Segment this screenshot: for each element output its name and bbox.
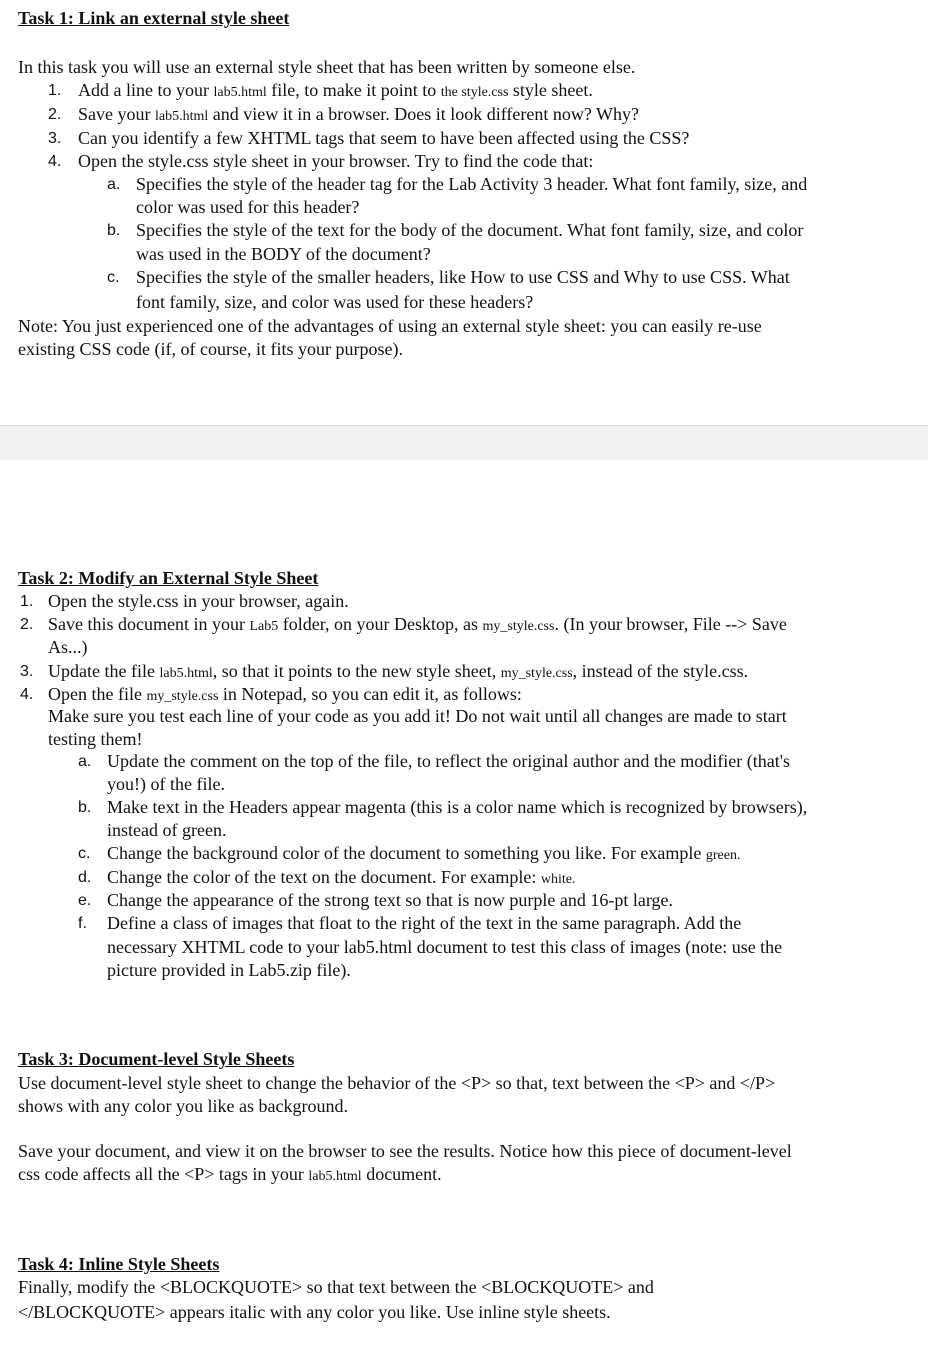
task3-paragraph-2-cont: css code affects all the <P> tags in your lab5.html document. — [18, 1164, 442, 1184]
task4-paragraph: Finally, modify the <BLOCKQUOTE> so that text between the <BLOCKQUOTE> and — [18, 1277, 654, 1297]
list-number: 3. — [20, 663, 34, 680]
task1-substep-c: Specifies the style of the smaller headers, like How to use CSS and Why to use CSS. What — [136, 267, 790, 287]
task3-paragraph-1: Use document-level style sheet to change the behavior of the <P> so that, text between the <P> and </P> — [18, 1073, 776, 1093]
list-letter: a. — [78, 753, 92, 770]
list-number: 3. — [48, 130, 62, 147]
task2-substep-b: Make text in the Headers appear magenta (this is a color name which is recognized by browsers), — [107, 797, 808, 817]
list-number: 2. — [20, 616, 34, 633]
list-number: 4. — [48, 153, 62, 170]
task1-step-2: Save your lab5.html and view it in a browser. Does it look different now? Why? — [78, 104, 639, 124]
task2-substep-f: Define a class of images that float to the right of the text in the same paragraph. Add the — [107, 913, 742, 933]
task2-step-2-cont: As...) — [48, 637, 88, 657]
task3-paragraph-2: Save your document, and view it on the browser to see the results. Notice how this piece of document-level — [18, 1141, 792, 1161]
task2-instruction-cont: testing them! — [48, 729, 143, 749]
task1-substep-a-cont: color was used for this header? — [136, 197, 360, 217]
task2-substep-a-cont: you!) of the file. — [107, 774, 225, 794]
list-letter: d. — [78, 869, 92, 886]
task1-intro: In this task you will use an external style sheet that has been written by someone else. — [18, 57, 636, 77]
task3-heading: Task 3: Document-level Style Sheets — [18, 1049, 295, 1069]
task2-step-2: Save this document in your Lab5 folder, on your Desktop, as my_style.css. (In your browser, File --> Save — [48, 614, 787, 634]
task2-substep-f-cont2: picture provided in Lab5.zip file). — [107, 960, 351, 980]
list-number: 1. — [20, 593, 34, 610]
task2-substep-a: Update the comment on the top of the file, to reflect the original author and the modifier (that's — [107, 751, 791, 771]
list-letter: c. — [107, 269, 120, 286]
task1-heading: Task 1: Link an external style sheet — [18, 8, 290, 28]
list-letter: e. — [78, 892, 92, 909]
task1-substep-b: Specifies the style of the text for the body of the document. What font family, size, and color — [136, 220, 804, 240]
task2-step-3: Update the file lab5.html, so that it points to the new style sheet, my_style.css, instead of the style.css. — [48, 661, 749, 681]
list-letter: b. — [107, 222, 121, 239]
task2-substep-c: Change the background color of the document to something you like. For example green. — [107, 843, 741, 863]
task2-heading: Task 2: Modify an External Style Sheet — [18, 568, 319, 588]
task1-substep-c-cont: font family, size, and color was used for these headers? — [136, 292, 534, 312]
task4-paragraph-cont: </BLOCKQUOTE> appears italic with any color you like. Use inline style sheets. — [18, 1302, 611, 1322]
document-page-1 — [0, 0, 928, 425]
list-number: 1. — [48, 82, 62, 99]
page-separator — [0, 425, 928, 461]
task1-substep-a: Specifies the style of the header tag for the Lab Activity 3 header. What font family, size, and — [136, 174, 808, 194]
task1-step-3: Can you identify a few XHTML tags that seem to have been affected using the CSS? — [78, 128, 690, 148]
task1-note: Note: You just experienced one of the advantages of using an external style sheet: you can easily re-use — [18, 316, 762, 336]
list-number: 2. — [48, 106, 62, 123]
list-letter: b. — [78, 799, 92, 816]
list-number: 4. — [20, 686, 34, 703]
task1-substep-b-cont: was used in the BODY of the document? — [136, 244, 431, 264]
task4-heading: Task 4: Inline Style Sheets — [18, 1254, 220, 1274]
list-letter: a. — [107, 176, 121, 193]
list-letter: c. — [78, 845, 91, 862]
task1-step-4: Open the style.css style sheet in your browser. Try to find the code that: — [78, 151, 594, 171]
task2-step-4: Open the file my_style.css in Notepad, so you can edit it, as follows: — [48, 684, 522, 704]
task2-substep-b-cont: instead of green. — [107, 820, 227, 840]
task2-instruction: Make sure you test each line of your code as you add it! Do not wait until all changes are made to start — [48, 706, 787, 726]
task2-substep-d: Change the color of the text on the document. For example: white. — [107, 867, 576, 887]
task1-note-cont: existing CSS code (if, of course, it fits your purpose). — [18, 339, 403, 359]
task1-step-1: Add a line to your lab5.html file, to make it point to the style.css style sheet. — [78, 80, 593, 100]
task2-substep-f-cont: necessary XHTML code to your lab5.html document to test this class of images (note: use the — [107, 937, 783, 957]
task2-step-1: Open the style.css in your browser, again. — [48, 591, 349, 611]
list-letter: f. — [78, 915, 87, 932]
task3-paragraph-1-cont: shows with any color you like as background. — [18, 1096, 348, 1116]
task2-substep-e: Change the appearance of the strong text so that is now purple and 16-pt large. — [107, 890, 673, 910]
